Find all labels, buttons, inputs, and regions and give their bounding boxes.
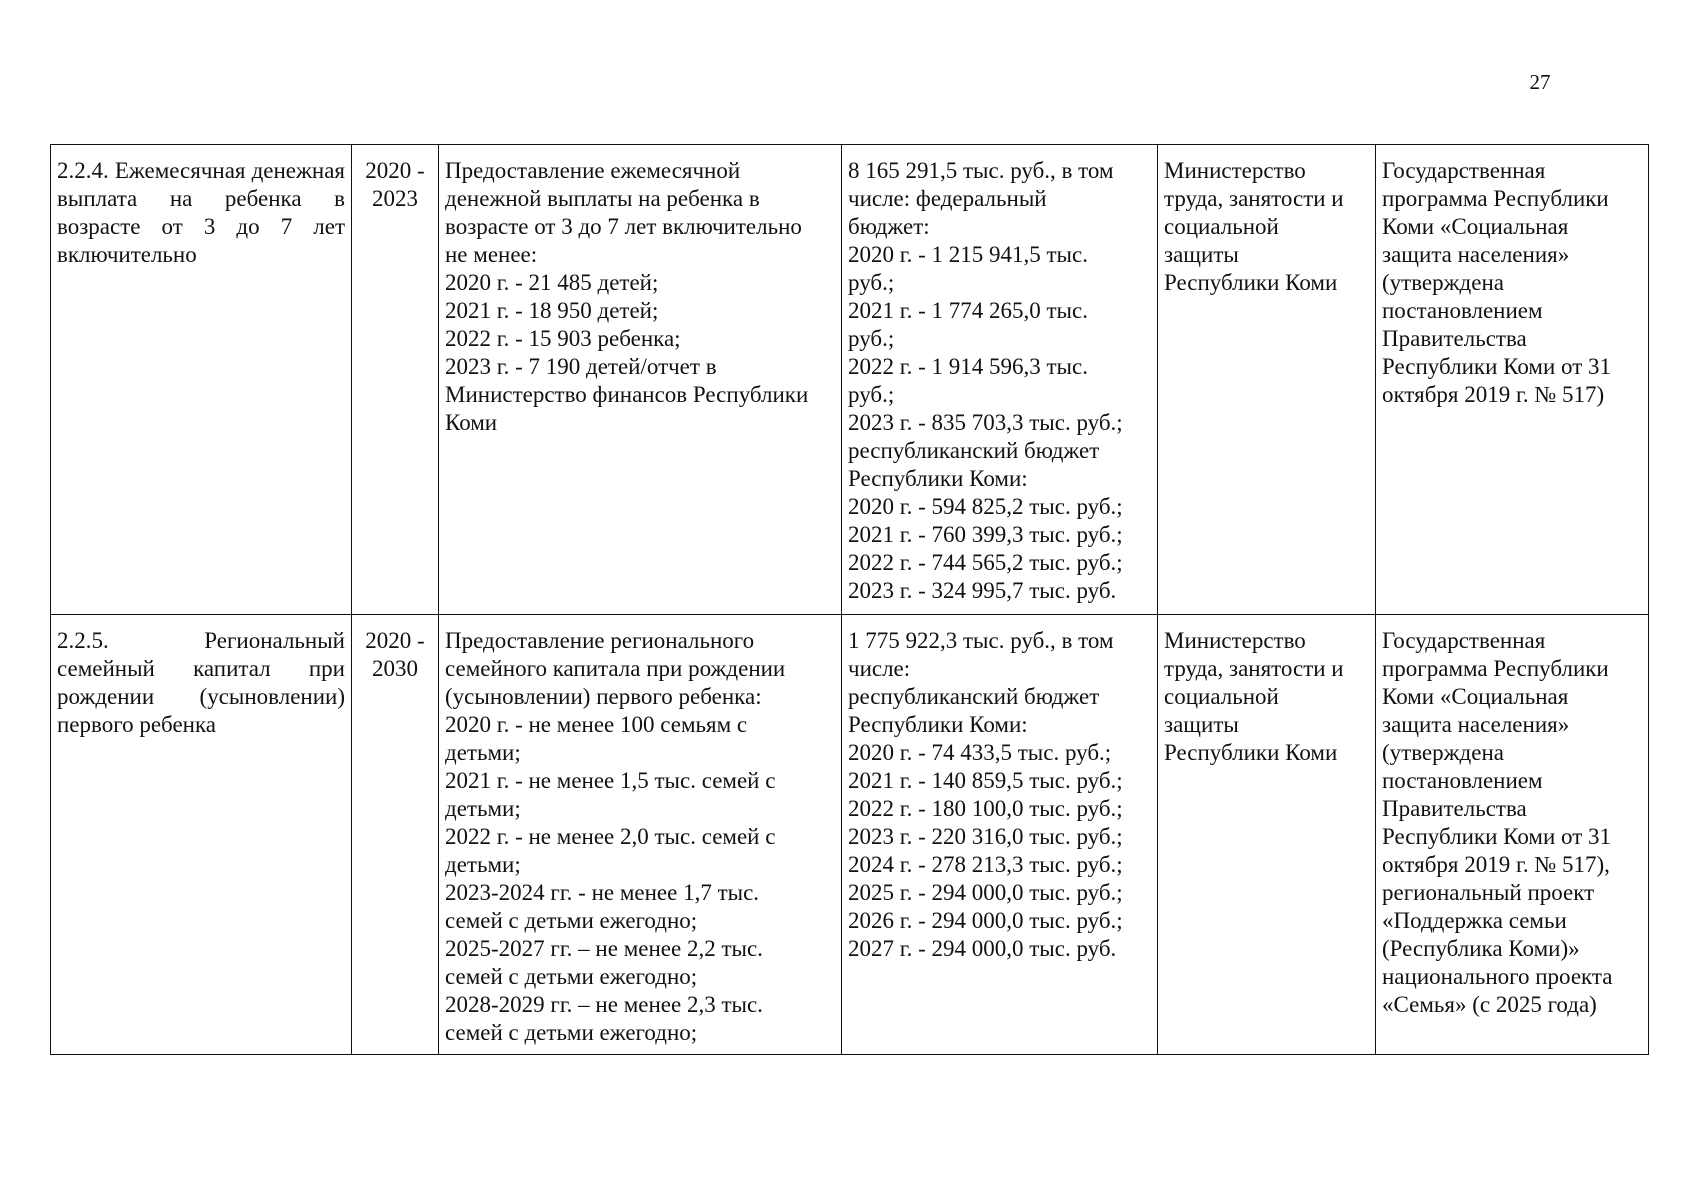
table-row [51,145,1649,615]
cell-line: 2021 г. - 18 950 детей; [445,298,659,323]
cell-line: детьми; [445,796,521,821]
cell-line: 2021 г. - не менее 1,5 тыс. семей с [445,768,776,793]
cell-line: детьми; [445,852,521,877]
cell-line: 2023 г. - 7 190 детей/отчет в [445,354,717,379]
measure-name-cell: 2.2.5. Региональный семейный капитал при рождении (усыновлении) первого ребенка [51,615,352,1055]
cell-line: программа Республики [1382,656,1609,681]
cell-line: бюджет: [848,214,930,239]
cell-line: «Поддержка семьи [1382,908,1567,933]
cell-line: 2020 г. - 1 215 941,5 тыс. [848,242,1088,267]
cell-line: защита населения» [1382,712,1570,737]
cell-line: семей с детьми ежегодно; [445,908,698,933]
cell-line: семей с детьми ежегодно; [445,964,698,989]
cell-line: 2025 г. - 294 000,0 тыс. руб.; [848,880,1123,905]
program-cell [1376,615,1649,1055]
cell-line: детьми; [445,740,521,765]
cell-line: Республики Коми: [848,466,1028,491]
cell-line: региональный проект [1382,880,1595,905]
cell-line: защиты [1164,712,1239,737]
cell-line: Коми [445,410,498,435]
cell-line: руб.; [848,382,895,407]
period-cell: 2020 - 2023 [352,145,439,615]
cell-line: Правительства [1382,326,1527,351]
cell-line: защита населения» [1382,242,1570,267]
result-cell [439,145,842,615]
cell-line: Республики Коми [1164,740,1338,765]
cell-line: Правительства [1382,796,1527,821]
cell-line: республиканский бюджет [848,438,1100,463]
cell-line: Республики Коми от 31 [1382,354,1612,379]
cell-line: числе: [848,656,911,681]
cell-line: Государственная [1382,158,1546,183]
cell-line: социальной [1164,214,1279,239]
result-cell [439,615,842,1055]
cell-line: постановлением [1382,768,1543,793]
cell-line: Министерство [1164,628,1306,653]
executor-cell [1158,145,1376,615]
cell-line: семейного капитала при рождении [445,656,786,681]
cell-line: социальной [1164,684,1279,709]
cell-line: возрасте от 3 до 7 лет включительно [445,214,802,239]
cell-line: 2023-2024 гг. - не менее 1,7 тыс. [445,880,760,905]
cell-line: 2020 г. - не менее 100 семьям с [445,712,748,737]
cell-line: (утверждена [1382,740,1504,765]
measure-name-cell: 2.2.4. Ежемесячная денежная выплата на ребенка в возрасте от 3 до 7 лет включительно [51,145,352,615]
cell-line: октября 2019 г. № 517), [1382,852,1610,877]
cell-line: октября 2019 г. № 517) [1382,382,1605,407]
cell-line: программа Республики [1382,186,1609,211]
cell-line: Республики Коми от 31 [1382,824,1612,849]
cell-line: Республики Коми: [848,712,1028,737]
cell-line: 2023 г. - 220 316,0 тыс. руб.; [848,824,1123,849]
cell-line: республиканский бюджет [848,684,1100,709]
cell-line: Предоставление ежемесячной [445,158,741,183]
cell-line: Предоставление регионального [445,628,755,653]
cell-line: труда, занятости и [1164,186,1344,211]
cell-line: 2024 г. - 278 213,3 тыс. руб.; [848,852,1123,877]
cell-line: семей с детьми ежегодно; [445,1020,698,1045]
cell-line: постановлением [1382,298,1543,323]
cell-line: 2022 г. - 180 100,0 тыс. руб.; [848,796,1123,821]
cell-line: 8 165 291,5 тыс. руб., в том [848,158,1114,183]
funding-cell [842,145,1158,615]
cell-line: Министерство финансов Республики [445,382,809,407]
cell-line: 2022 г. - 1 914 596,3 тыс. [848,354,1088,379]
cell-line: 2022 г. - 15 903 ребенка; [445,326,681,351]
cell-line: 2027 г. - 294 000,0 тыс. руб. [848,936,1117,961]
table-row [51,615,1649,1055]
cell-line: защиты [1164,242,1239,267]
cell-line: 2020 г. - 74 433,5 тыс. руб.; [848,740,1112,765]
cell-line: 2026 г. - 294 000,0 тыс. руб.; [848,908,1123,933]
period-cell: 2020 - 2030 [352,615,439,1055]
program-cell [1376,145,1649,615]
cell-line: 2020 г. - 21 485 детей; [445,270,659,295]
cell-line: Коми «Социальная [1382,684,1569,709]
cell-line: Министерство [1164,158,1306,183]
cell-line: руб.; [848,326,895,351]
cell-line: 2022 г. - не менее 2,0 тыс. семей с [445,824,776,849]
cell-line: Коми «Социальная [1382,214,1569,239]
cell-line: 1 775 922,3 тыс. руб., в том [848,628,1114,653]
measures-table [50,144,1649,1055]
cell-line: руб.; [848,270,895,295]
cell-line: «Семья» (с 2025 года) [1382,992,1597,1017]
cell-line: 2025-2027 гг. – не менее 2,2 тыс. [445,936,763,961]
cell-line: не менее: [445,242,538,267]
cell-line: 2028-2029 гг. – не менее 2,3 тыс. [445,992,763,1017]
cell-line: 2023 г. - 324 995,7 тыс. руб. [848,578,1117,603]
cell-line: (усыновлении) первого ребенка: [445,684,762,709]
cell-line: 2021 г. - 760 399,3 тыс. руб.; [848,522,1123,547]
cell-line: денежной выплаты на ребенка в [445,186,760,211]
cell-line: 2023 г. - 835 703,3 тыс. руб.; [848,410,1123,435]
cell-line: Республики Коми [1164,270,1338,295]
cell-line: 2022 г. - 744 565,2 тыс. руб.; [848,550,1123,575]
cell-line: национального проекта [1382,964,1613,989]
cell-line: 2021 г. - 140 859,5 тыс. руб.; [848,768,1123,793]
cell-line: 2020 г. - 594 825,2 тыс. руб.; [848,494,1123,519]
cell-line: 2021 г. - 1 774 265,0 тыс. [848,298,1088,323]
cell-line: (Республика Коми)» [1382,936,1580,961]
page-number: 27 [1529,70,1551,94]
cell-line: (утверждена [1382,270,1504,295]
cell-line: Государственная [1382,628,1546,653]
funding-cell [842,615,1158,1055]
cell-line: числе: федеральный [848,186,1047,211]
cell-line: труда, занятости и [1164,656,1344,681]
table-body [51,145,1649,1055]
executor-cell [1158,615,1376,1055]
